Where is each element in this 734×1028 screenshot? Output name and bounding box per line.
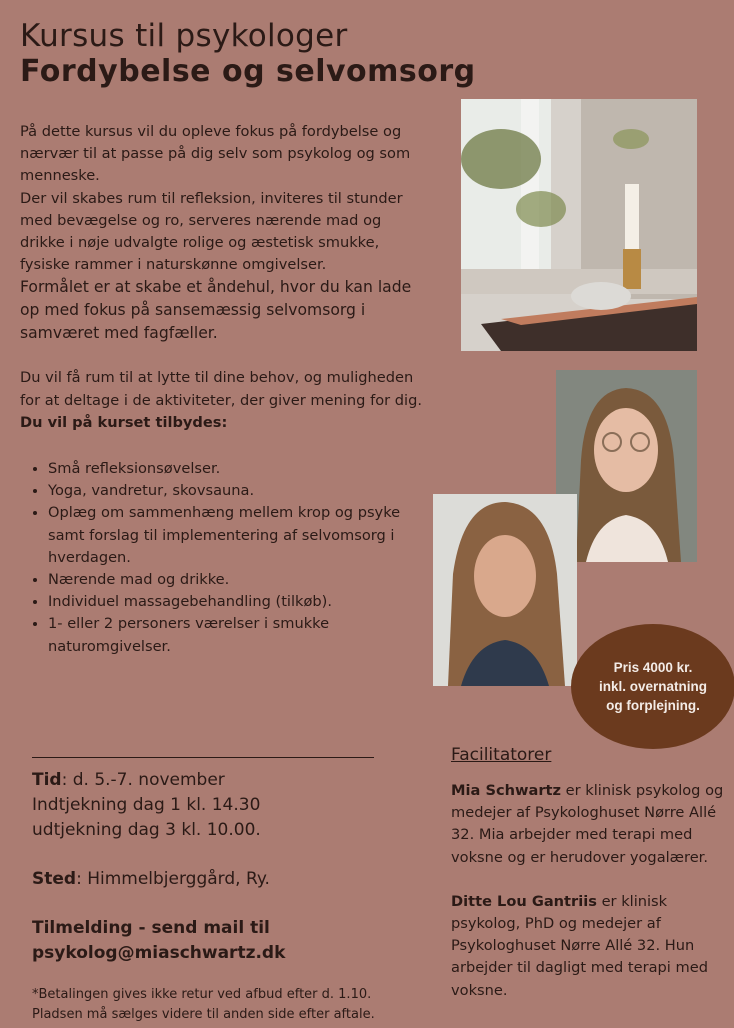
price-line-1: Pris 4000 kr.	[613, 660, 693, 675]
facilitator-1-bio: er klinisk psykolog og medejer af Psykologhuset Nørre Allé 32. Mia arbejder med terapi med voksne og er herudover yogalærer.	[451, 782, 724, 866]
facilitators-heading: Facilitatorer	[451, 745, 552, 765]
place-label: Sted	[32, 869, 77, 889]
offers-heading: Du vil på kurset tilbydes:	[20, 413, 228, 431]
checkout-text: udtjekning dag 3 kl. 10.00.	[32, 820, 261, 840]
facilitators-text	[451, 780, 726, 1002]
page-title: Kursus til psykologer	[20, 18, 348, 54]
event-details	[32, 768, 432, 966]
portrait-photo-1	[433, 494, 577, 686]
list-item: • Oplæg om sammenhæng mellem krop og psyke samt forslag til implementering af selvomsorg i hverdagen.	[48, 502, 425, 569]
facilitator-1-name: Mia Schwartz	[451, 782, 562, 799]
signup-text	[32, 916, 432, 966]
interior-photo	[461, 99, 697, 351]
price-line-2: inkl. overnatning	[598, 679, 707, 694]
price-badge	[571, 624, 734, 749]
intro-paragraph-2: Der vil skabes rum til refleksion, inviteres til stunder med bevægelse og ro, serveres nærende mad og drikke i nøje udvalgte rolige og æstetisk smukke, fysiske rammer i naturskønne omgivelser.	[20, 189, 403, 274]
divider	[32, 757, 374, 758]
intro-paragraph-3: Formålet er at skabe et åndehul, hvor du kan lade op med fokus på sansemæssig selvomsorg i samværet med fagfæller.	[20, 278, 412, 343]
signup-email[interactable]: psykolog@miaschwartz.dk	[32, 943, 286, 963]
footnote	[32, 985, 432, 1025]
footnote-line-2: Pladsen må sælges videre til anden side efter aftale.	[32, 1007, 375, 1022]
price-line-3: og forplejning.	[606, 698, 700, 713]
time-label: Tid	[32, 770, 62, 790]
facilitator-2-name: Ditte Lou Gantriis	[451, 892, 597, 910]
intro-paragraph-1: På dette kursus vil du opleve fokus på fordybelse og nærvær til at passe på dig selv som psykolog og som menneske.	[20, 123, 411, 185]
list-item: • Små refleksionsøvelser.	[48, 458, 425, 480]
footnote-line-1: *Betalingen gives ikke retur ved afbud efter d. 1.10.	[32, 987, 372, 1002]
place-value: : Himmelbjerggård, Ry.	[76, 869, 270, 889]
portrait-photo-2	[556, 370, 697, 562]
intro-section	[20, 121, 425, 658]
time-value: : d. 5.-7. november	[61, 770, 225, 790]
intro-paragraph-4: Du vil få rum til at lytte til dine behov, og muligheden for at deltage i de aktiviteter, der giver mening for dig.	[20, 369, 422, 409]
list-item: • Nærende mad og drikke.	[48, 569, 425, 591]
offers-list	[20, 458, 425, 658]
page-subtitle: Fordybelse og selvomsorg	[20, 54, 476, 89]
facilitator-2-bio: er klinisk psykolog, PhD og medejer af Psykologhuset Nørre Allé 32. Hun arbejder til dagligt med terapi med voksne.	[451, 892, 708, 999]
list-item: • 1- eller 2 personers værelser i smukke naturomgivelser.	[48, 613, 425, 657]
list-item: • Individuel massagebehandling (tilkøb).	[48, 591, 425, 613]
signup-line-1: Tilmelding - send mail til	[32, 918, 270, 938]
list-item: • Yoga, vandretur, skovsauna.	[48, 480, 425, 502]
checkin-text: Indtjekning dag 1 kl. 14.30	[32, 795, 261, 815]
